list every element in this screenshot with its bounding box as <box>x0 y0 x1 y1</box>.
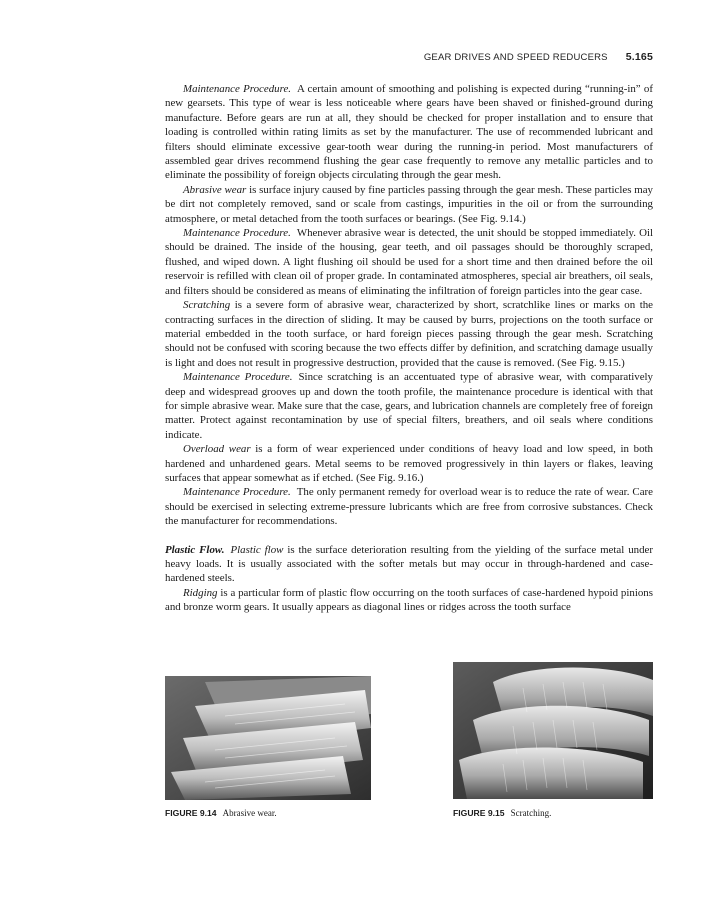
paragraph-lead: Overload wear <box>183 443 251 456</box>
section-paragraph <box>165 543 653 586</box>
running-head <box>165 51 653 63</box>
paragraph <box>165 370 653 442</box>
paragraph-text: is a particular form of plastic flow occurring on the tooth surfaces of case-hardened hypoid pinions and bronze worm gears. It usually appears as diagonal lines or ridges across the tooth surface <box>165 586 653 614</box>
figure-9-15-caption <box>453 808 551 818</box>
section-heading: Plastic Flow. <box>165 543 225 556</box>
paragraph-lead: Plastic flow <box>230 543 284 556</box>
paragraph-lead: Maintenance Procedure. <box>183 83 292 95</box>
figure-label: FIGURE 9.14 <box>165 808 217 818</box>
figure-caption-text: Scratching. <box>510 808 552 818</box>
paragraph-text: is a form of wear experienced under conditions of heavy load and low speed, in both hardened and unhardened gears. Metal seems to be removed progressively in thin layers or flakes, leaving surfaces that appear somewhat as if etched. (See Fig. 9.16.) <box>165 443 653 484</box>
running-head-title: GEAR DRIVES AND SPEED REDUCERS <box>423 52 608 63</box>
paragraph-text: A certain amount of smoothing and polishing is expected during “running-in” of new gearsets. This type of wear is less noticeable where gears have been shaved or finished-ground during manufacture. Before gears are run at all, they should be checked for proper installation and to ensure that loading is controlled within rating limits as set by the manufacturer. The use of recommended lubricant and filters should eliminate excessive gear-tooth wear during the running-in period. Most manufacturers of assembled gear drives recommend flushing the gear case frequently to remove any metallic particles and to eliminate the possibility of foreign objects circulating through the gear mesh. <box>165 83 653 182</box>
figure-9-15-image <box>453 662 653 799</box>
paragraph-lead: Maintenance Procedure. <box>183 227 291 240</box>
paragraph-text: is surface injury caused by fine particles passing through the gear mesh. These particles may be dirt not completely removed, sand or scale from castings, impurities in the oil or from the surrounding atmosphere, or metal detached from the tooth surfaces or bearings. (See Fig. 9.14.) <box>165 183 653 225</box>
figure-9-14-image <box>165 676 371 800</box>
paragraph-lead: Maintenance Procedure. <box>183 371 293 384</box>
abrasive-wear-photo <box>165 676 371 800</box>
figure-caption-text: Abrasive wear. <box>222 808 277 818</box>
page-number: 5.165 <box>625 51 653 63</box>
paragraph <box>165 442 653 485</box>
paragraph <box>165 485 653 528</box>
paragraph-text: The only permanent remedy for overload wear is to reduce the rate of wear. Care should be exercised in selecting extreme-pressure lubricants which are free from corrosive substances. Check the manufacturer for recommendations. <box>165 486 653 528</box>
body-text <box>165 82 653 615</box>
scratching-photo <box>453 662 653 799</box>
paragraph-lead: Maintenance Procedure. <box>183 486 291 499</box>
figure-9-14-caption <box>165 808 277 818</box>
paragraph <box>165 298 653 370</box>
paragraph-lead: Abrasive wear <box>183 183 247 196</box>
paragraph-text: is the surface deterioration resulting from the yielding of the surface metal under heavy loads. It is usually associated with the softer metals but may occur in through-hardened and case-hardened steels. <box>165 543 653 585</box>
figure-label: FIGURE 9.15 <box>453 808 505 818</box>
paragraph-text: Since scratching is an accentuated type of abrasive wear, with comparatively deep and widespread grooves up and down the tooth profile, the maintenance procedure is identical with that for simple abrasive wear. Make sure that the case, gears, and lubrication channels are completely free of foreign matter. Protect against recontamination by use of special filters, breathers, and oil seals where conditions indicate. <box>165 371 653 441</box>
paragraph-text: Whenever abrasive wear is detected, the unit should be stopped immediately. Oil should be drained. The inside of the housing, gear teeth, and oil passages should be thoroughly scraped, flushed, and wiped down. A light flushing oil should be used for a short time and then drained before the oil reservoir is refilled with clean oil of proper grade. In contaminated atmospheres, special air breathers, oil seals, and filters should be considered as means of eliminating the infiltration of foreign particles into the gear case. <box>165 227 653 297</box>
paragraph <box>165 226 653 298</box>
paragraph-text: is a severe form of abrasive wear, characterized by short, scratchlike lines or marks on the contracting surfaces in the direction of sliding. It may be caused by burrs, projections on the tooth surface or material embedded in the tooth surface, or hard foreign pieces passing through the gear mesh. Scratching should not be confused with scoring because the two effects differ by definition, and scratching damage usually is light and does not result in progressive destruction, provided that the cause is removed. (See Fig. 9.15.) <box>165 299 653 369</box>
paragraph-lead: Scratching <box>183 299 231 312</box>
paragraph-lead: Ridging <box>183 586 218 599</box>
paragraph <box>165 82 653 183</box>
paragraph <box>165 586 653 615</box>
paragraph <box>165 183 653 226</box>
